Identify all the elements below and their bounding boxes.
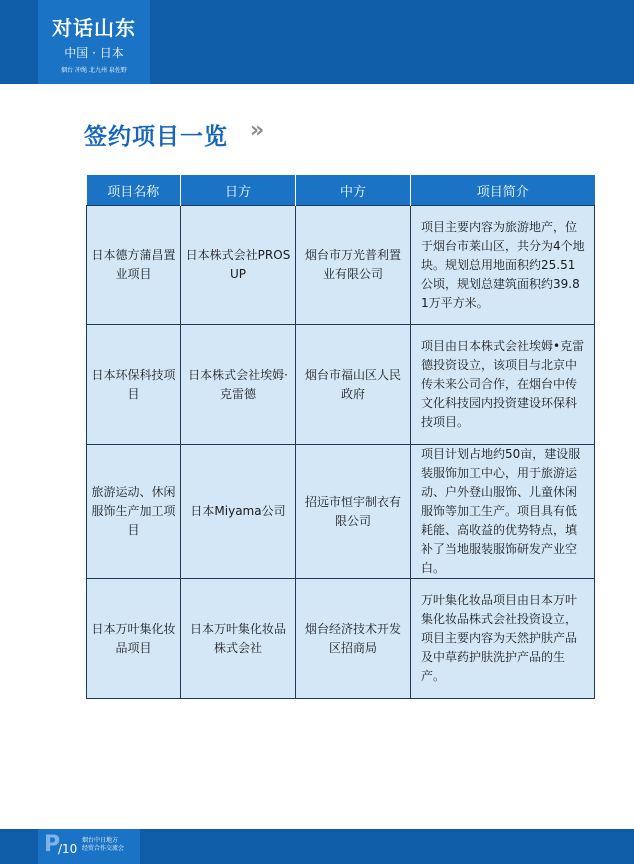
china-side-cell: 烟台市福山区人民政府 (296, 325, 411, 445)
page-letter: P (44, 832, 61, 857)
projects-table (86, 175, 595, 699)
footer-caption (82, 837, 124, 853)
project-intro-cell: 项目主要内容为旅游地产，位于烟台市莱山区，共分为4个地块。规划总用地面积约25.51公顷，规划总建筑面积约39.81万平方米。 (411, 206, 595, 325)
logo-block (38, 0, 150, 84)
project-intro-cell: 项目计划占地约50亩，建设服装服饰加工中心，用于旅游运动、户外登山服饰、儿童休闲服饰等加工生产。项目具有低耗能、高收益的优势特点，填补了当地服装服饰研发产业空白。 (411, 445, 595, 579)
project-intro-cell: 项目由日本株式会社埃姆•克雷德投资设立，该项目与北京中传未来公司合作，在烟台中传文化科技园内投资建设环保科技项目。 (411, 325, 595, 445)
project-name-cell: 旅游运动、休闲服饰生产加工项目 (87, 445, 181, 579)
china-side-cell: 招远市恒宇制衣有限公司 (296, 445, 411, 579)
project-name-cell: 日本德方蒲昌置业项目 (87, 206, 181, 325)
header-japan-side: 日方 (181, 175, 296, 206)
double-chevron-right-icon: » (250, 118, 262, 143)
page-number: /10 (58, 842, 78, 856)
header-project-intro: 项目简介 (411, 175, 595, 206)
footer-line-2: 经贸合作交流会 (82, 845, 125, 852)
table-row (87, 579, 595, 699)
japan-side-cell: 日本Miyama公司 (181, 445, 296, 579)
header-project-name: 项目名称 (87, 175, 181, 206)
project-name-cell: 日本万叶集化妆品项目 (87, 579, 181, 699)
logo-subtitle: 中国 · 日本 (64, 46, 124, 60)
china-side-cell: 烟台经济技术开发区招商局 (296, 579, 411, 699)
page-title: 签约项目一览 (84, 124, 228, 150)
table-row (87, 325, 595, 445)
japan-side-cell: 日本株式会社PROSUP (181, 206, 296, 325)
logo-title: 对话山东 (52, 16, 136, 40)
header-china-side: 中方 (296, 175, 411, 206)
footer-line-1: 烟台中日地方 (82, 837, 119, 844)
japan-side-cell: 日本万叶集化妆品株式会社 (181, 579, 296, 699)
china-side-cell: 烟台市万光普利置业有限公司 (296, 206, 411, 325)
japan-side-cell: 日本株式会社埃姆·克雷德 (181, 325, 296, 445)
table-row (87, 445, 595, 579)
project-name-cell: 日本环保科技项目 (87, 325, 181, 445)
project-intro-cell: 万叶集化妆品项目由日本万叶集化妆品株式会社投资设立，项目主要内容为天然护肤产品及中草药护肤洗护产品的生产。 (411, 579, 595, 699)
table-row (87, 206, 595, 325)
table-header-row (87, 175, 595, 206)
logo-cities: 烟台 冲绳 北九州 泉佐野 (61, 67, 127, 74)
